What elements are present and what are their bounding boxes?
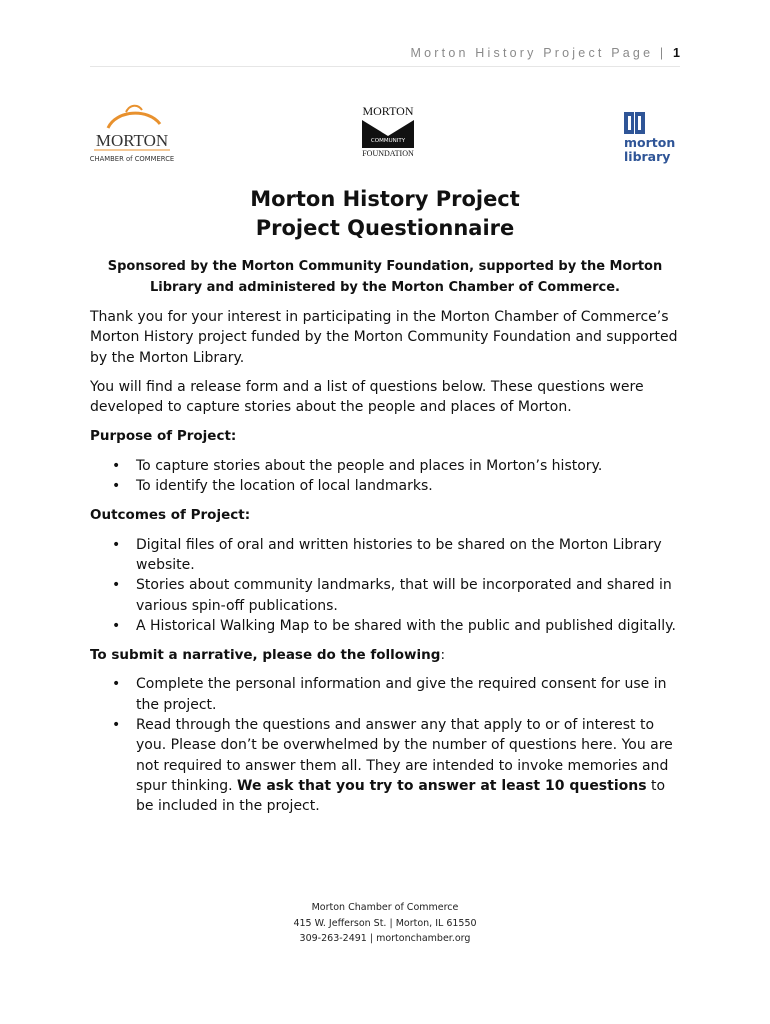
minimum-questions-note: We ask that you try to answer at least 10 questions xyxy=(237,777,647,794)
bullet-icon: • xyxy=(112,478,121,495)
community-foundation-logo xyxy=(352,104,424,160)
sponsor-line-2: Library and administered by the Morton Chamber of Commerce. xyxy=(150,280,620,295)
outcomes-heading: Outcomes of Project: xyxy=(90,507,251,524)
svg-text:MORTON: MORTON xyxy=(95,131,169,150)
sponsor-statement xyxy=(90,256,680,298)
list-item: • Read through the questions and answer any that apply to or of interest to you. Please don’t be overwhelmed by the number of questions here. You are not required to answer them all. They are intended to invoke memories and spur thinking. We ask that you try to answer at least 10 questions to be included in the project. xyxy=(112,717,673,815)
list-item: • To identify the location of local landmarks. xyxy=(90,476,682,496)
title-line-1: Morton History Project xyxy=(250,187,520,211)
page-header xyxy=(90,46,680,60)
bullet-icon: • xyxy=(112,676,121,693)
list-item: • A Historical Walking Map to be shared with the public and published digitally. xyxy=(90,616,682,636)
svg-text:COMMUNITY: COMMUNITY xyxy=(370,138,406,144)
list-item: • Stories about community landmarks, that will be incorporated and shared in various spin-off publications. xyxy=(112,577,672,614)
list-item: • Digital files of oral and written histories to be shared on the Morton Library website. xyxy=(112,536,662,573)
svg-text:morton: morton xyxy=(624,135,676,150)
submit-list xyxy=(90,674,682,816)
footer-contact: 309-263-2491 | mortonchamber.org xyxy=(299,933,471,944)
chamber-of-commerce-logo xyxy=(86,104,178,168)
svg-text:library: library xyxy=(624,149,671,164)
svg-text:MORTON: MORTON xyxy=(362,104,414,118)
purpose-list xyxy=(90,456,682,497)
page-number: 1 xyxy=(673,46,680,60)
sponsor-line-1: Sponsored by the Morton Community Foundation, supported by the Morton xyxy=(107,259,663,274)
bullet-icon: • xyxy=(112,577,121,594)
document-title xyxy=(90,185,680,243)
bullet-icon: • xyxy=(112,457,121,474)
footer xyxy=(90,900,680,947)
list-item: • Complete the personal information and give the required consent for use in the project. xyxy=(112,676,667,713)
svg-text:FOUNDATION: FOUNDATION xyxy=(362,149,414,158)
footer-address: 415 W. Jefferson St. | Morton, IL 61550 xyxy=(293,917,477,929)
intro-paragraph-1: Thank you for your interest in participating in the Morton Chamber of Commerce’s Morton History project funded by the Morton Community Foundation and supported by the Morton Library. xyxy=(90,309,678,366)
list-item: • To capture stories about the people and places in Morton’s history. xyxy=(90,456,682,476)
header-text: Morton History Project Page | xyxy=(410,46,667,60)
header-rule xyxy=(90,66,680,67)
morton-library-logo xyxy=(620,110,682,166)
outcomes-list xyxy=(90,535,682,636)
bullet-icon: • xyxy=(112,536,121,553)
submit-heading: To submit a narrative, please do the following: xyxy=(90,647,445,664)
intro-paragraph-2: You will find a release form and a list of questions below. These questions were developed to capture stories about the people and places of Morton. xyxy=(90,378,644,416)
purpose-heading: Purpose of Project: xyxy=(90,428,237,445)
bullet-icon: • xyxy=(112,717,121,734)
footer-organization: Morton Chamber of Commerce xyxy=(311,902,459,913)
document-body xyxy=(90,307,682,826)
title-line-2: Project Questionnaire xyxy=(255,216,515,240)
svg-text:CHAMBER of COMMERCE: CHAMBER of COMMERCE xyxy=(89,155,175,163)
bullet-icon: • xyxy=(112,617,121,634)
